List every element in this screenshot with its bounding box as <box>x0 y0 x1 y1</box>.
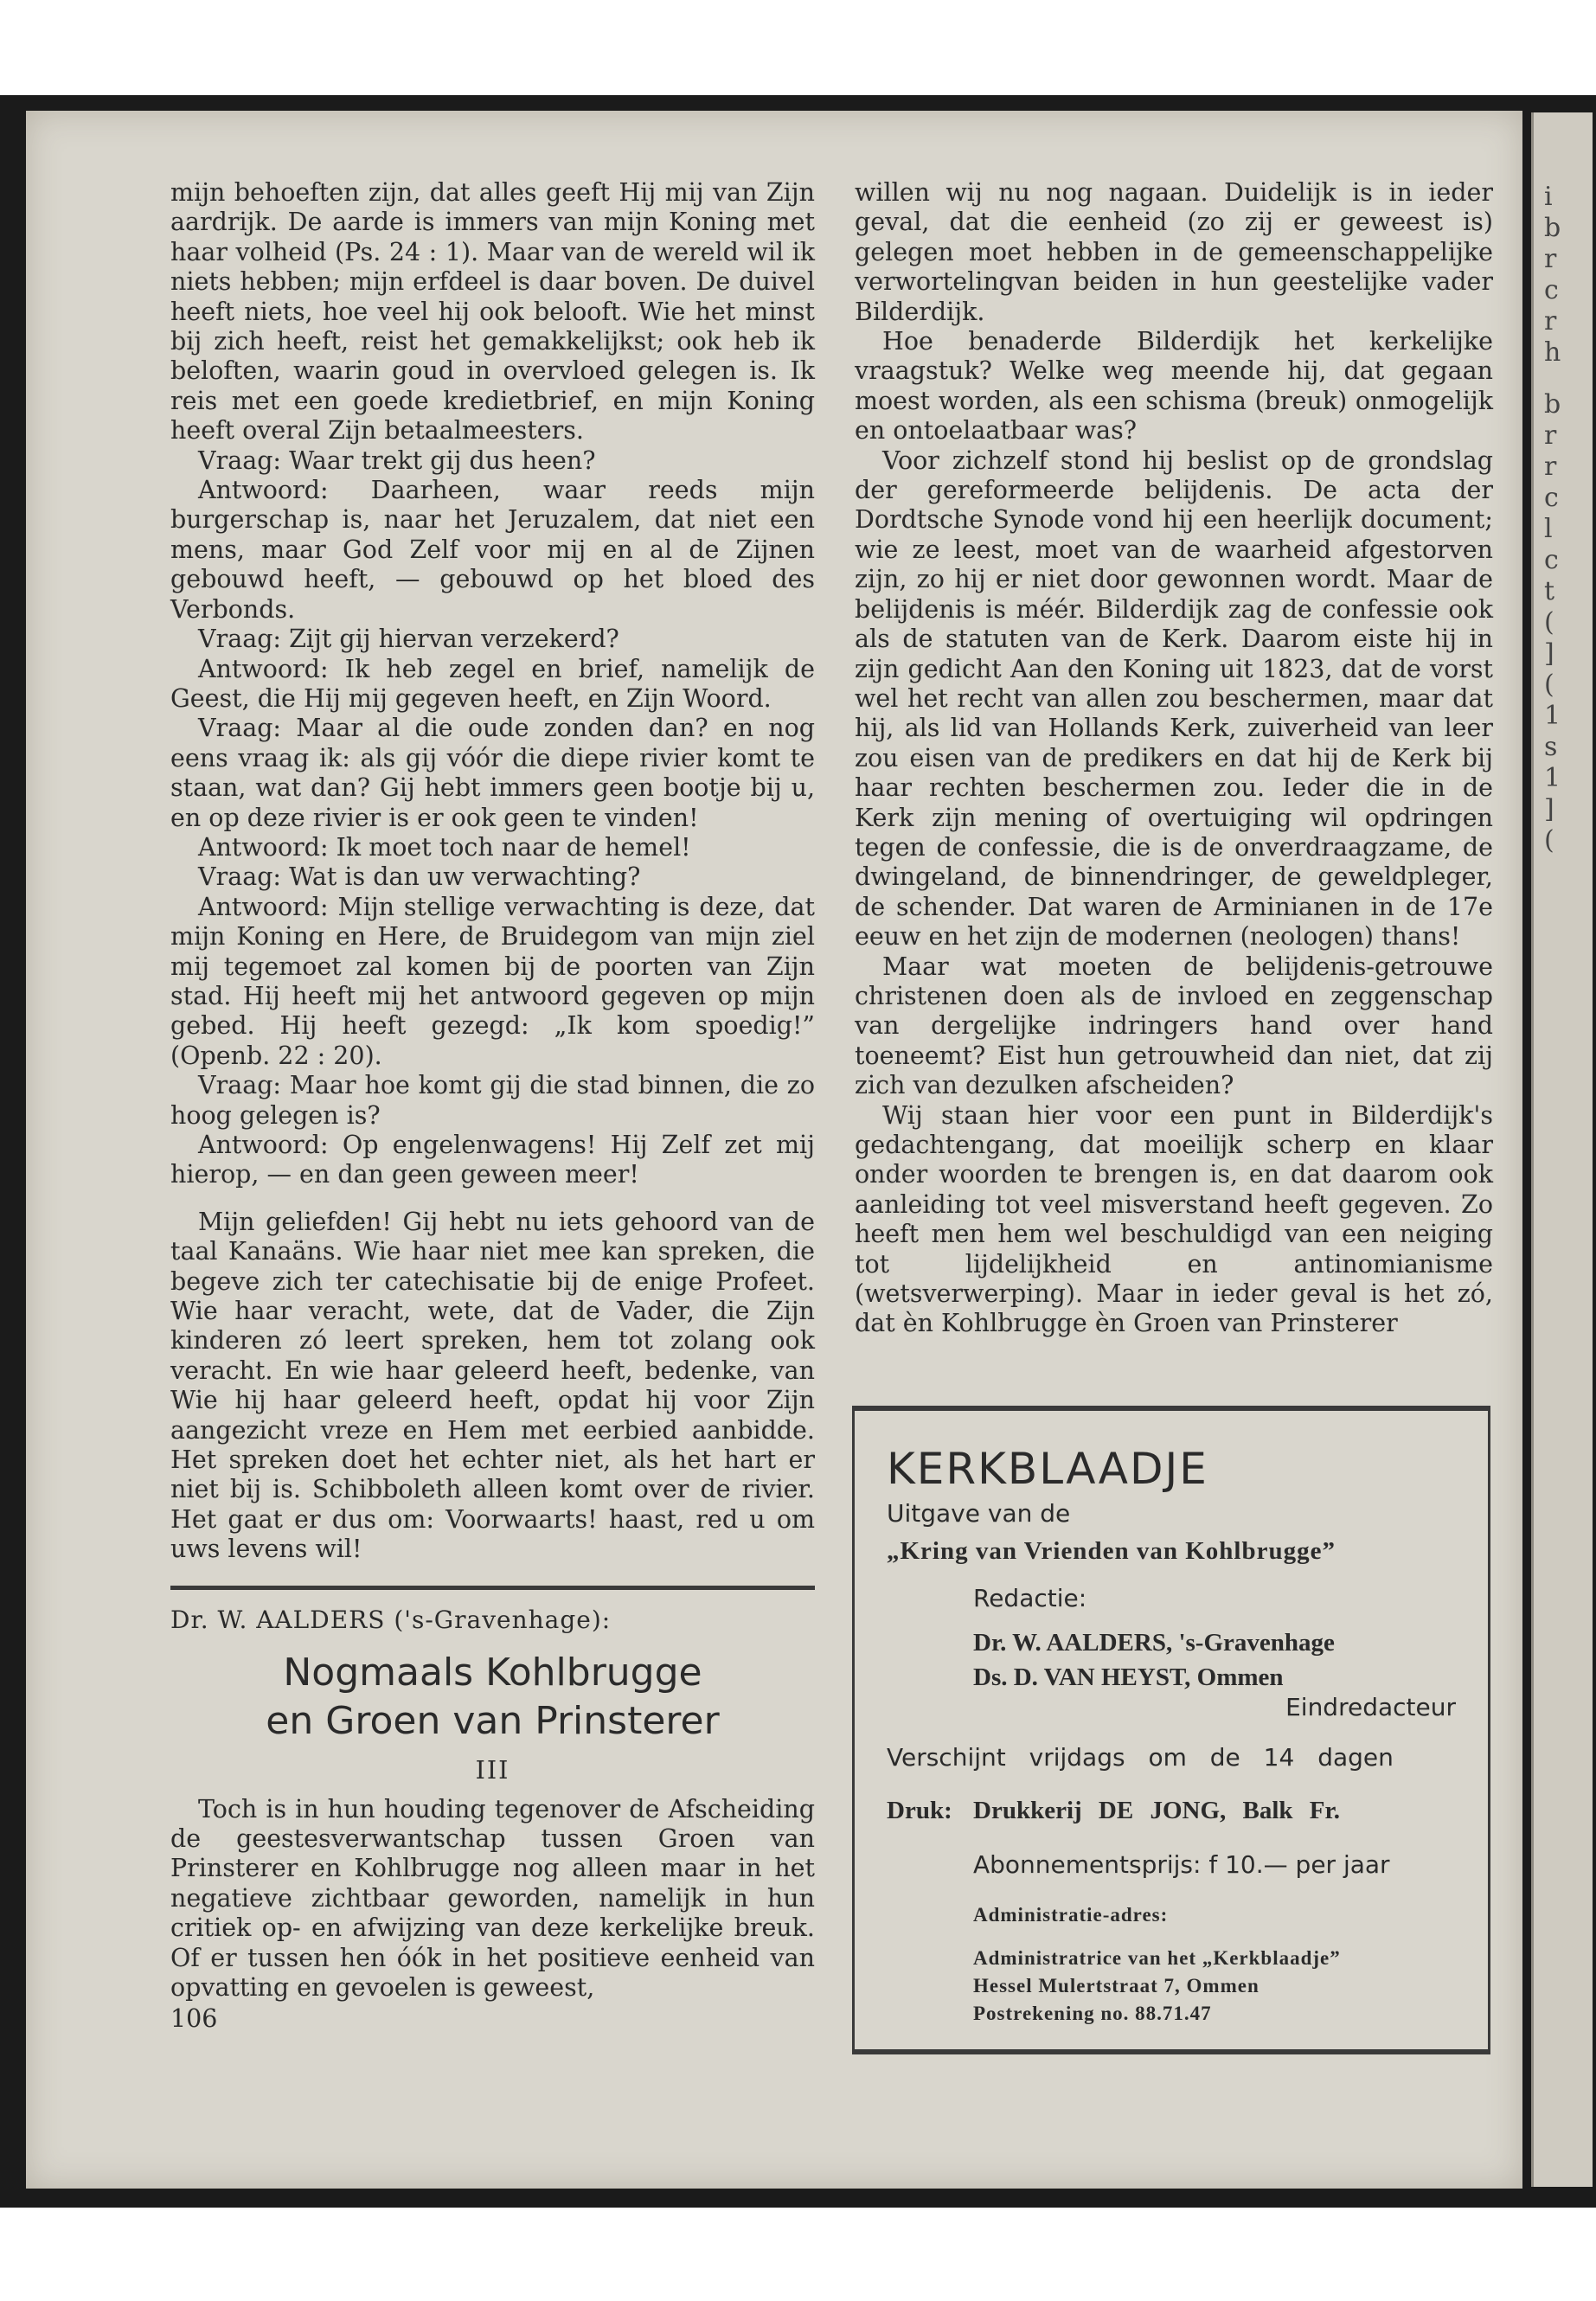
edge-letter: 1 <box>1544 763 1561 793</box>
dialogue-question: Vraag: Maar al die oude zonden dan? en nog eens vraag ik: als gij vóór die diepe rivier komt te staan, wat dan? Gij hebt immers geen bootje bij u, en op deze rivier is er ook geen te vinden! <box>170 714 815 832</box>
edge-letter: s <box>1544 732 1558 762</box>
dialogue-question: Vraag: Zijt gij hiervan verzekerd? <box>198 625 619 654</box>
print-label: Druk: <box>887 1797 952 1824</box>
edge-letter: ( <box>1544 670 1554 700</box>
left-column <box>170 178 815 2035</box>
editor-1: Dr. W. AALDERS, 's-Gravenhage <box>973 1629 1335 1657</box>
dialogue-answer: Antwoord: Op engelenwagens! Hij Zelf zet mij hierop, — en dan geen geween meer! <box>170 1131 815 1189</box>
right-column <box>855 178 1493 1339</box>
page-number: 106 <box>170 2004 218 2034</box>
publisher-intro: Uitgave van de <box>887 1499 1071 1528</box>
edge-letter: ] <box>1544 794 1554 824</box>
article-intro: Toch is in hun houding tegenover de Afscheiding de geestesverwantschap tussen Groen van Prinsterer en Kohlbrugge nog alleen maar in het negatieve zichtbaar geworden, namelijk in hun critiek op- en afwijzing van deze kerkelijke breuk. Of er tussen hen óók in het positieve eenheid van opvatting en gevoelen is geweest, <box>170 1794 815 2002</box>
paragraph: Wij staan hier voor een punt in Bilderdijk's gedachtengang, dat moeilijk scherp en klaar onder woorden te brengen is, en dat daarom ook aanleiding tot veel misverstand heeft gegeven. Zo heeft men hem wel beschuldigd van een neiging tot lijdelijkheid en antinomianisme (wetsverwerping). Maar in ieder geval is het zó, dat èn Kohlbrugge èn Groen van Prinsterer <box>855 1100 1493 1338</box>
edge-letter: c <box>1544 545 1559 575</box>
admin-name: Administratrice van het „Kerkblaadje” <box>973 1947 1341 1969</box>
edge-letter: t <box>1544 576 1555 606</box>
frequency-line: Verschijnt vrijdags om de 14 dagen <box>887 1743 1394 1772</box>
dialogue-question: Vraag: Maar hoe komt gij die stad binnen, die zo hoog gelegen is? <box>170 1071 815 1130</box>
dialogue-answer: Antwoord: Ik moet toch naar de hemel! <box>198 832 691 862</box>
postal-account: Postrekening no. 88.71.47 <box>973 2003 1212 2024</box>
edge-letter: l <box>1544 514 1553 544</box>
paragraph: Maar wat moeten de belijdenis-getrouwe christenen doen als de invloed en zeggenschap van dergelijke indringers hand over hand toeneemt? Eist hun getrouwheid dan niet, dat zij zich van dezulken afscheiden? <box>855 952 1493 1100</box>
adjacent-page-edge <box>1531 112 1593 2187</box>
edge-letter: b <box>1544 213 1561 243</box>
edge-letter: ( <box>1544 825 1554 856</box>
paragraph: willen wij nu nog nagaan. Duidelijk is in ieder geval, dat die eenheid (zo zij er geweest is) gelegen moet hebben in de gemeenschappelijke verwortelingvan beiden in hun geestelijke vader Bilderdijk. <box>855 178 1493 326</box>
edge-letter: r <box>1544 306 1557 336</box>
printer-name: Drukkerij DE JONG, Balk Fr. <box>973 1797 1340 1824</box>
edge-letter: r <box>1544 244 1557 274</box>
edge-letter: r <box>1544 420 1557 451</box>
subscription-price: Abonnementsprijs: f 10.— per jaar <box>973 1850 1390 1879</box>
edge-letter: ( <box>1544 607 1554 638</box>
section-divider <box>170 1586 815 1590</box>
admin-label: Administratie-adres: <box>973 1904 1169 1926</box>
article-author: Dr. W. AALDERS ('s-Gravenhage): <box>170 1605 612 1634</box>
edge-letter: i <box>1544 182 1553 212</box>
dialogue-question: Vraag: Waar trekt gij dus heen? <box>198 445 596 475</box>
edge-letter: c <box>1544 483 1559 513</box>
edge-letter: 1 <box>1544 701 1561 731</box>
closing-paragraph: Mijn geliefden! Gij hebt nu iets gehoord van de taal Kanaäns. Wie haar niet mee kan spreken, die begeve zich ter catechisatie bij de enige Profeet. Wie haar veracht, wete, dat de Vader, die Zijn kinderen zó leert spreken, hem tot zolang ook veracht. En wie haar geleerd heeft, bedenke, van Wie hij haar geleerd heeft, opdat hij voor Zijn aangezicht vreze en Hem met eerbied aanbidde. Het spreken doet het echter niet, als het hart er niet bij is. Schibboleth alleen komt over de rivier. Het gaat er dus om: Voorwaarts! haast, red u om uws levens wil! <box>170 1207 815 1564</box>
edge-letter: h <box>1544 337 1561 368</box>
editor-2-role: Eindredacteur <box>1285 1693 1456 1721</box>
publisher-name: „Kring van Vrienden van Kohlbrugge” <box>887 1537 1336 1565</box>
article-title-line: en Groen van Prinsterer <box>266 1699 720 1744</box>
paragraph: Hoe benaderde Bilderdijk het kerkelijke vraagstuk? Welke weg meende hij, dat gegaan moest worden, als een schisma (breuk) onmogelijk en ontoelaatbaar was? <box>855 327 1493 445</box>
edge-letter: c <box>1544 275 1559 305</box>
dialogue-answer: Antwoord: Ik heb zegel en brief, namelijk de Geest, die Hij mij gegeven heeft, en Zijn Woord. <box>170 654 815 713</box>
article-part-number: III <box>475 1756 510 1785</box>
editor-2: Ds. D. VAN HEYST, Ommen <box>973 1663 1284 1691</box>
article-title <box>170 1649 815 1746</box>
paragraph: mijn behoeften zijn, dat alles geeft Hij mij van Zijn aardrijk. De aarde is immers van mijn Koning met haar volheid (Ps. 24 : 1). Maar van de wereld wil ik niets hebben; mijn erfdeel is daar boven. De duivel heeft niets, hoe veel hij ook belooft. Wie het minst bij zich heeft, reist het gemakkelijkst; ook heb ik beloften, waarin goud in overvloed gelegen is. Ik reis met een goede kredietbrief, en mijn Koning heeft overal Zijn betaalmeesters. <box>170 178 815 445</box>
dialogue-answer: Antwoord: Mijn stellige verwachting is deze, dat mijn Koning en Here, de Bruidegom van mijn ziel mij tegemoet zal komen bij de poorten van Zijn stad. Hij heeft mij het antwoord gegeven op mijn gebed. Hij heeft gezegd: „Ik kom spoedig!” (Openb. 22 : 20). <box>170 892 815 1070</box>
dialogue-answer: Antwoord: Daarheen, waar reeds mijn burgerschap is, naar het Jeruzalem, dat niet een mens, maar God Zelf voor mij en al de Zijnen gebouwd heeft, — gebouwd op het bloed des Verbonds. <box>170 476 815 624</box>
edge-letter: r <box>1544 452 1557 482</box>
article-title-line: Nogmaals Kohlbrugge <box>283 1650 702 1695</box>
masthead-box <box>852 1406 1490 2054</box>
masthead-title: KERKBLAADJE <box>887 1444 1208 1494</box>
edge-letter: ] <box>1544 638 1554 669</box>
edge-letter: b <box>1544 389 1561 420</box>
admin-address: Hessel Mulertstraat 7, Ommen <box>973 1975 1259 1997</box>
paragraph: Voor zichzelf stond hij beslist op de grondslag der gereformeerde belijdenis. De acta der Dordtsche Synode vond hij een heerlijk document; wie ze leest, moet van de waarheid afgestorven zijn, zo hij er niet door gewonnen wordt. Maar de belijdenis is méér. Bilderdijk zag de confessie ook als de statuten van de Kerk. Daarom eiste hij in zijn gedicht Aan den Koning uit 1823, dat de vorst wel het recht van allen zou beschermen, maar dat hij, als lid van Hollands Kerk, zuiverheid van leer zou eisen van de predikers en dat hij de Kerk bij haar rechten beschermen zou. Ieder die in de Kerk zijn mening of overtuiging wil opdringen tegen de confessie, die is de onverdraagzame, de dwingeland, de binnendringer, de geweldpleger, de schender. Dat waren de Arminianen in de 17e eeuw en het zijn de modernen (neologen) thans! <box>855 445 1493 952</box>
dialogue-question: Vraag: Wat is dan uw verwachting? <box>198 862 641 892</box>
editorial-label: Redactie: <box>973 1584 1087 1612</box>
